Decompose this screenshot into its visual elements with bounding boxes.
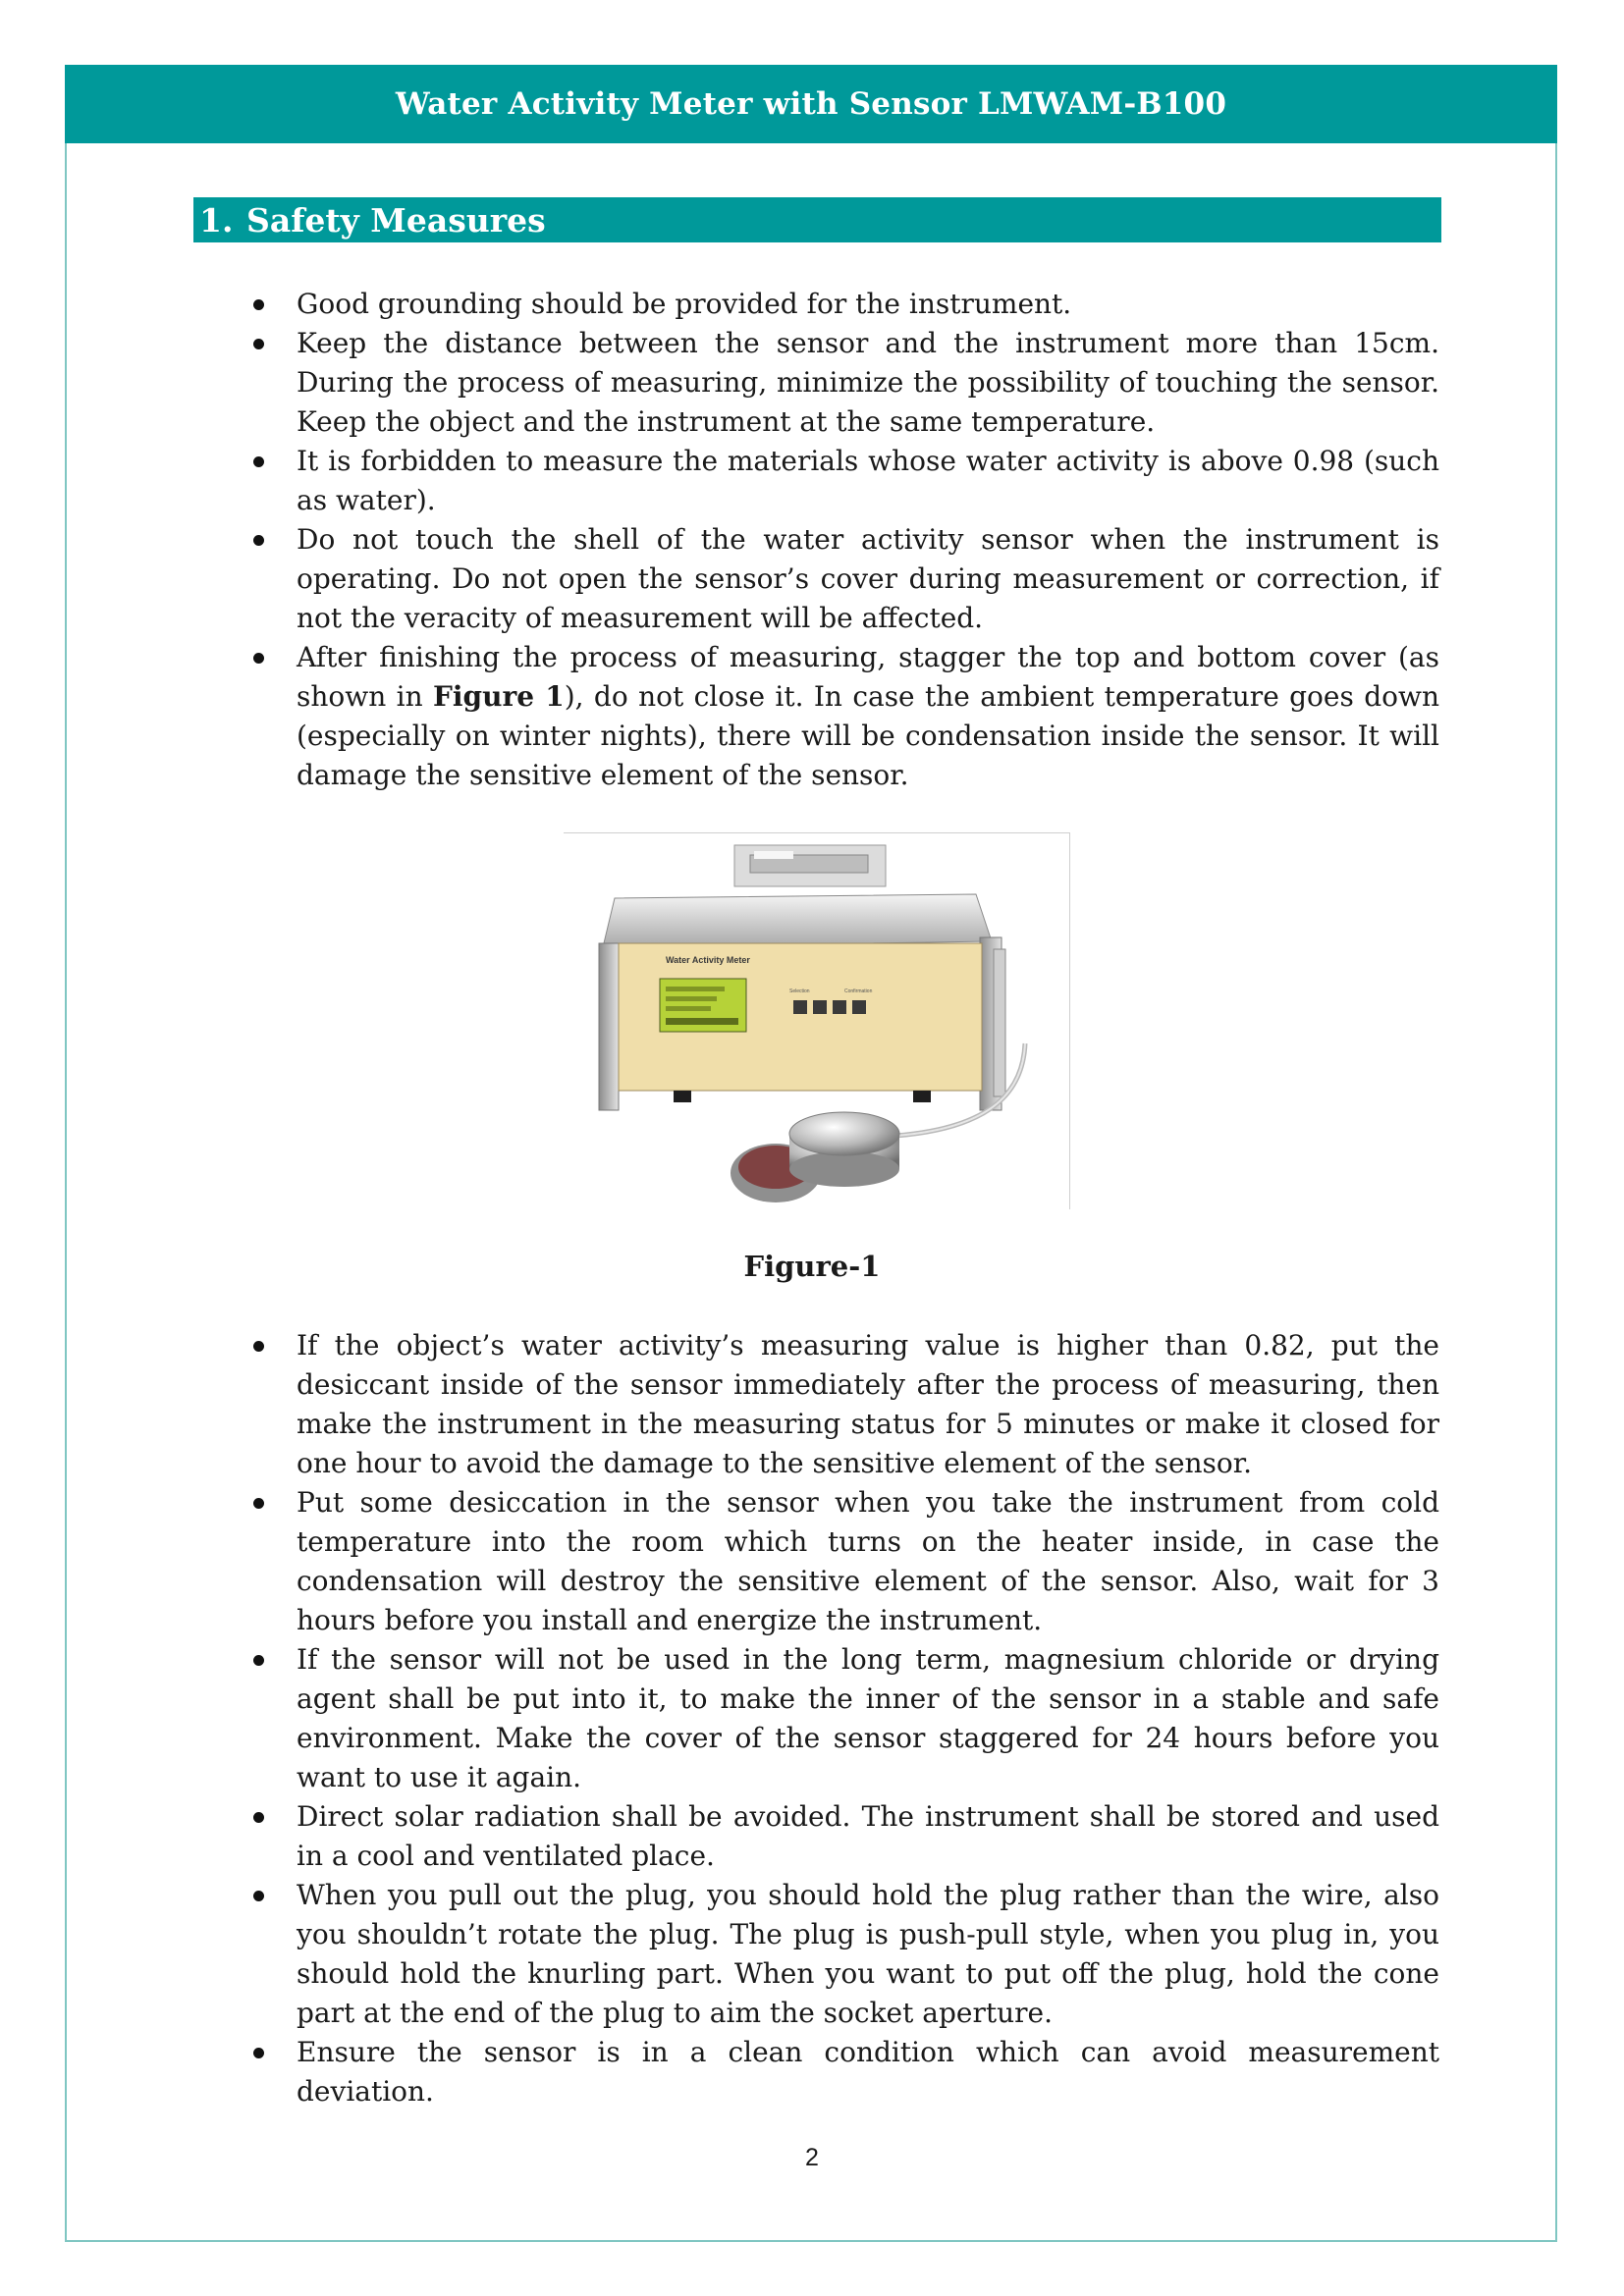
list-item: If the object’s water activity’s measuring value is higher than 0.82, put the desiccant inside of the sensor immediately after the process of measuring, then make the instrument in the measuring status for 5 minutes or make it closed for one hour to avoid the damage to the sensitive element of the sensor. (240, 1326, 1439, 1483)
section-heading (193, 197, 1441, 242)
document-title: Water Activity Meter with Sensor LMWAM-B100 (395, 86, 1227, 122)
water-activity-meter-illustration (564, 833, 1068, 1208)
list-item (240, 638, 1439, 795)
confirmation-label: Confirmation (844, 988, 873, 994)
figure-reference: Figure 1 (433, 680, 565, 713)
list-item: Good grounding should be provided for the instrument. (240, 285, 1439, 324)
list-item: Do not touch the shell of the water activity sensor when the instrument is operating. Do not open the sensor’s cover during measurement or correction, if not the veracity of measurement will be affected. (240, 520, 1439, 638)
figure-image (564, 832, 1070, 1209)
list-item: When you pull out the plug, you should hold the plug rather than the wire, also you shouldn’t rotate the plug. The plug is push-pull style, when you plug in, you should hold the knurling part. When you want to put off the plug, hold the cone part at the end of the plug to aim the socket aperture. (240, 1876, 1439, 2033)
document-header (65, 65, 1557, 143)
list-item: Direct solar radiation shall be avoided. The instrument shall be stored and used in a cool and ventilated place. (240, 1797, 1439, 1876)
list-item-text: ), do not close it. In case the ambient temperature goes down (especially on winter nights), there will be condensation inside the sensor. It will damage the sensitive element of the sensor. (297, 680, 1439, 791)
figure-caption: Figure-1 (743, 1250, 881, 1283)
section-number: 1. (199, 200, 234, 240)
list-item-text: After finishing the process of measuring, stagger the top and bottom cover (as shown in (297, 641, 1439, 713)
safety-list-bottom (240, 1326, 1439, 2111)
page-number: 2 (805, 2144, 819, 2171)
device-label: Water Activity Meter (666, 955, 750, 965)
selection-label: Selection (789, 988, 810, 994)
list-item: Ensure the sensor is in a clean condition which can avoid measurement deviation. (240, 2033, 1439, 2111)
section-title: Safety Measures (246, 200, 546, 240)
list-item: If the sensor will not be used in the long term, magnesium chloride or drying agent shall be put into it, to make the inner of the sensor in a stable and safe environment. Make the cover of the sensor staggered for 24 hours before you want to use it again. (240, 1640, 1439, 1797)
list-item: Put some desiccation in the sensor when you take the instrument from cold temperature into the room which turns on the heater inside, in case the condensation will destroy the sensitive element of the sensor. Also, wait for 3 hours before you install and energize the instrument. (240, 1483, 1439, 1640)
safety-list-top (240, 285, 1439, 795)
list-item: It is forbidden to measure the materials whose water activity is above 0.98 (such as water). (240, 442, 1439, 520)
list-item: Keep the distance between the sensor and the instrument more than 15cm. During the process of measuring, minimize the possibility of touching the sensor. Keep the object and the instrument at the same temperature. (240, 324, 1439, 442)
